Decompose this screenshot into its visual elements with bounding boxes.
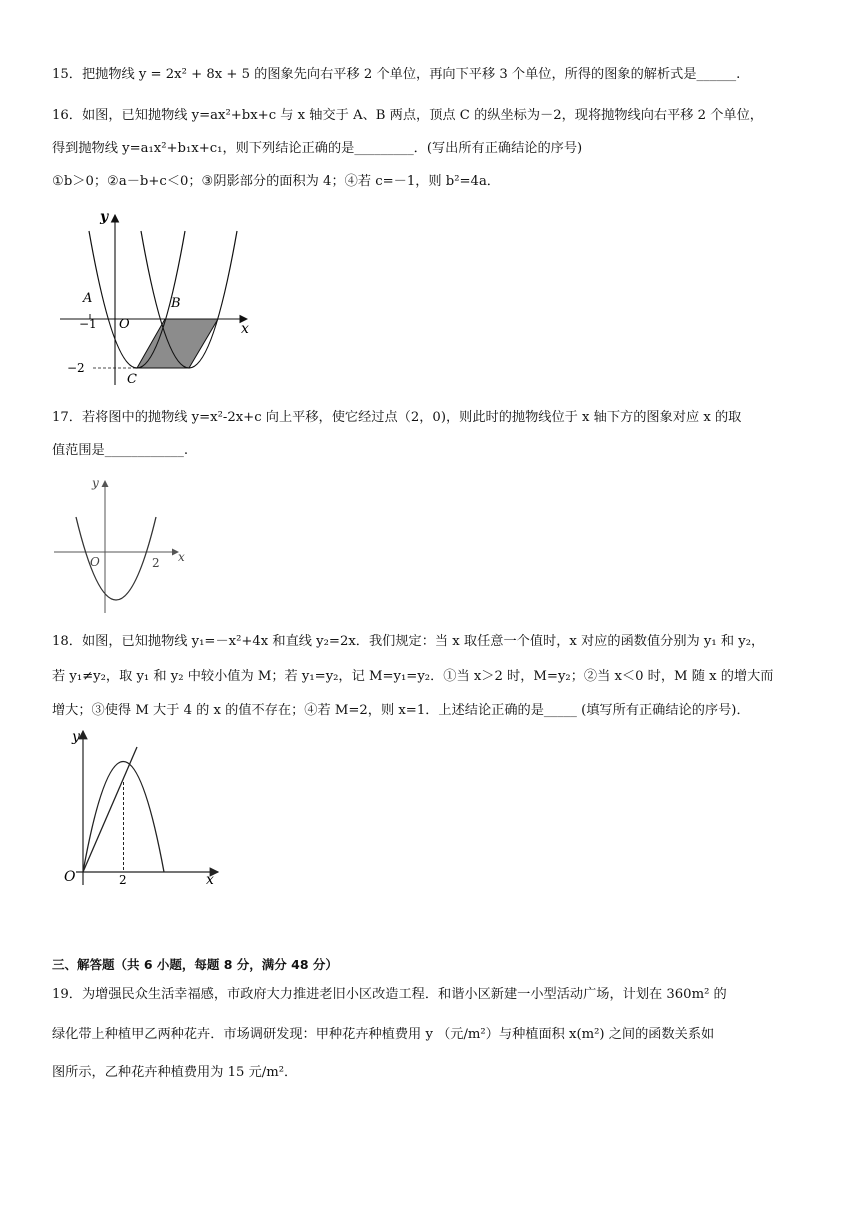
problem-16-line-1: 16．如图，已知抛物线 y=ax²+bx+c 与 x 轴交于 A、B 两点，顶点 C 的纵坐标为－2，现将抛物线向右平移 2 个单位，	[52, 108, 763, 123]
section-3-heading: 三、解答题（共 6 小题，每题 8 分，满分 48 分）	[52, 957, 338, 972]
label-y: y	[72, 729, 80, 745]
problem-18-line-3: 增大；③使得 M 大于 4 的 x 的值不存在；④若 M=2，则 x=1．上述结论正确的是_____ (填写所有正确结论的序号)．	[52, 703, 750, 718]
label-neg2: −2	[67, 361, 85, 375]
problem-18-figure	[58, 727, 228, 887]
label-neg1: −1	[79, 317, 97, 331]
label-2: 2	[152, 556, 160, 570]
problem-16-figure	[55, 205, 265, 390]
problem-19-line-1: 19．为增强民众生活幸福感，市政府大力推进老旧小区改造工程．和谐小区新建一小型活动广场，计划在 360m² 的	[52, 987, 727, 1002]
problem-17-line-1: 17．若将图中的抛物线 y=x²-2x+c 向上平移，使它经过点（2，0)，则此时的抛物线位于 x 轴下方的图象对应 x 的取	[52, 410, 742, 425]
label-C: C	[127, 372, 137, 387]
label-y: y	[92, 476, 99, 490]
problem-16-line-3: ①b＞0；②a－b+c＜0；③阴影部分的面积为 4；④若 c=－1，则 b²=4a．	[52, 174, 500, 189]
label-B: B	[171, 296, 181, 311]
label-O: O	[90, 555, 100, 569]
label-A: A	[83, 291, 93, 306]
problem-17-line-2: 值范围是____________.	[52, 443, 189, 458]
label-O: O	[119, 317, 130, 332]
label-y: y	[100, 209, 109, 225]
label-x: x	[206, 872, 214, 888]
problem-18-line-1: 18．如图，已知抛物线 y₁=－x²+4x 和直线 y₂=2x．我们规定：当 x 取任意一个值时，x 对应的函数值分别为 y₁ 和 y₂，	[52, 634, 765, 649]
label-x: x	[241, 321, 249, 337]
problem-16-line-2: 得到抛物线 y=a₁x²+b₁x+c₁，则下列结论正确的是_________．(写出所有正确结论的序号)	[52, 141, 583, 156]
label-2: 2	[119, 873, 127, 887]
line-y2	[83, 747, 137, 872]
problem-18-line-2: 若 y₁≠y₂，取 y₁ 和 y₂ 中较小值为 M；若 y₁=y₂，记 M=y₁=y₂．①当 x＞2 时，M=y₂；②当 x＜0 时，M 随 x 的增大而	[52, 669, 774, 684]
problem-15-text: 15．把抛物线 y = 2x² + 8x + 5 的图象先向右平移 2 个单位，再向下平移 3 个单位，所得的图象的解析式是______.	[52, 67, 741, 82]
problem-19-line-3: 图所示，乙种花卉种植费用为 15 元/m²．	[52, 1065, 298, 1080]
problem-17-figure	[50, 473, 190, 618]
problem-19-line-2: 绿化带上种植甲乙两种花卉．市场调研发现：甲种花卉种植费用 y （元/m²）与种植面积 x(m²) 之间的函数关系如	[52, 1027, 715, 1042]
parabola	[76, 517, 156, 600]
label-x: x	[178, 550, 185, 564]
label-O: O	[64, 869, 76, 885]
